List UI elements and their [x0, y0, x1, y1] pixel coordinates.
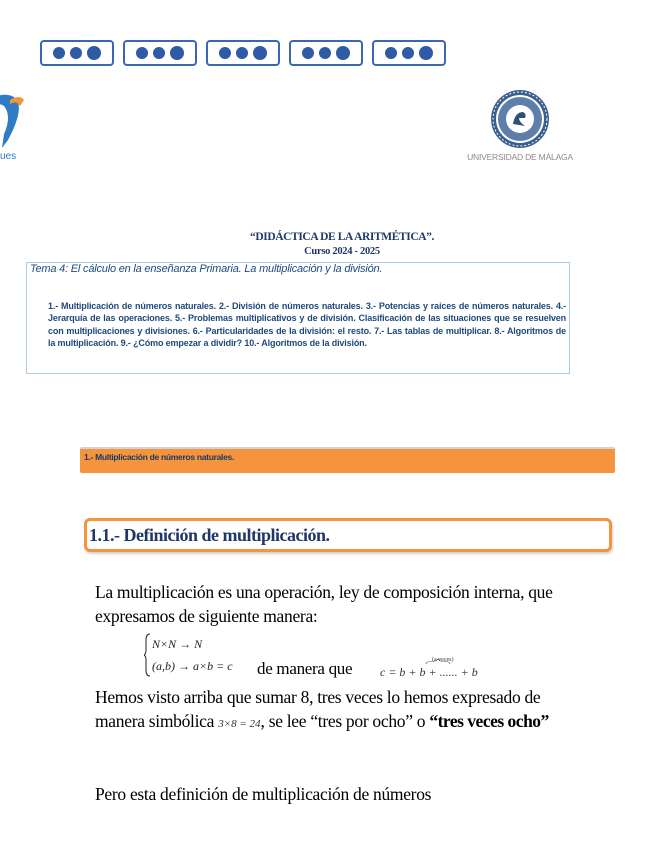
paragraph-2-text-start: Hemos visto arriba que sumar 8, tres veces lo hemos expresado de manera simbólica [95, 687, 541, 731]
dice-three-icon [289, 40, 363, 66]
dice-three-icon [372, 40, 446, 66]
paragraph-2-text-mid: , se lee “tres por ocho” o [260, 711, 430, 731]
course-title: “DIDÁCTICA DE LA ARITMÉTICA”. [250, 231, 434, 243]
inline-formula: 3×8 = 24 [218, 718, 261, 730]
course-year: Curso 2024 - 2025 [304, 246, 380, 257]
body-paragraph-3: Pero esta definición de multiplicación de números [95, 784, 432, 804]
subsection-heading-box [84, 518, 612, 552]
subsection-heading: 1.1.- Definición de multiplicación. [89, 525, 330, 545]
repeated-sum-note: (a veces) [432, 657, 454, 663]
paragraph-2-bold-phrase: “tres veces ocho” [429, 711, 549, 731]
section-heading: 1.- Multiplicación de números naturales. [84, 452, 235, 462]
university-seal-icon [489, 88, 551, 150]
dice-three-icon [40, 40, 114, 66]
university-name: UNIVERSIDAD DE MÁLAGA [467, 152, 573, 162]
body-paragraph-2 [95, 685, 565, 736]
dice-three-icon [206, 40, 280, 66]
formula-connector-text: de manera que [257, 659, 353, 678]
dice-three-icon [123, 40, 197, 66]
topic-contents: 1.- Multiplicación de números naturales. 2.- División de números naturales. 3.- Potencias y raíces de números naturales. 4.- Jerarquía de las operaciones. 5.- Problemas multiplicativos y de división. Clasificación de las situaciones que se resuelven con multiplicaciones y divisiones. 6.- Particularidades de la división: el resto. 7.- Las tablas de multiplicar. 8.- Algoritmos de la multiplicación. 9.- ¿Cómo empezar a dividir? 10.- Algoritmos de la división. [48, 301, 566, 348]
formula-line-2: (a,b) → a×b = c [152, 659, 233, 673]
repeated-sum: c = b + b + ...... + b [380, 665, 478, 679]
section-heading-bar [80, 447, 615, 473]
dice-icon-row [40, 40, 446, 66]
formula-line-1: N×N → N [152, 637, 203, 651]
faculty-logo-text: ues [0, 151, 17, 162]
topic-title: Tema 4: El cálculo en la enseñanza Primaria. La multiplicación y la división. [30, 263, 383, 275]
repeated-sum-formula [380, 652, 490, 682]
body-paragraph-1: La multiplicación es una operación, ley de composición interna, que expresamos de siguiente manera: [95, 582, 553, 626]
